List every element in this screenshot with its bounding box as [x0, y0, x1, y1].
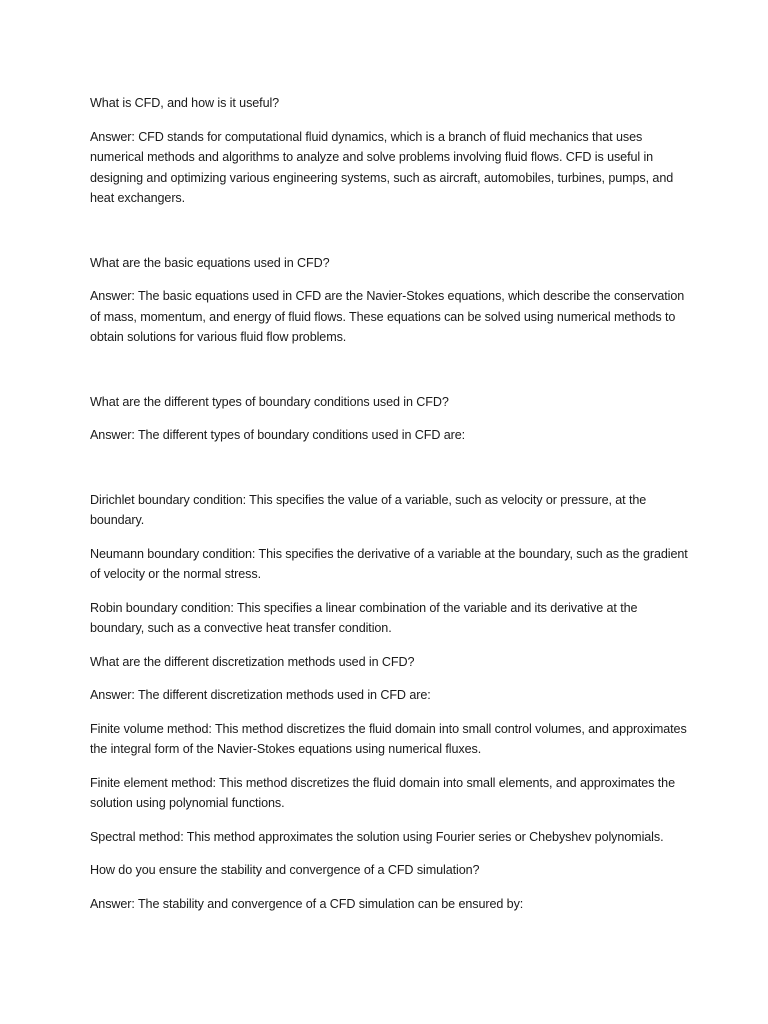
item-spectral-method: Spectral method: This method approximates the solution using Fourier series or Chebyshev polynomials.: [90, 829, 664, 844]
item-finite-volume-method: Finite volume method: This method discretizes the fluid domain into small control volumes, and approximates the integral form of the Navier-Stokes equations using numerical fluxes.: [90, 721, 687, 756]
item-robin-condition: Robin boundary condition: This specifies a linear combination of the variable and its derivative at the boundary, such as a convective heat transfer condition.: [90, 600, 638, 635]
item-neumann-condition: Neumann boundary condition: This specifies the derivative of a variable at the boundary, such as the gradient of velocity or the normal stress.: [90, 546, 688, 581]
question-basic-equations: What are the basic equations used in CFD?: [90, 255, 330, 270]
document-body: [90, 93, 690, 927]
answer-boundary-conditions-intro: Answer: The different types of boundary conditions used in CFD are:: [90, 428, 466, 442]
item-dirichlet-condition: Dirichlet boundary condition: This specifies the value of a variable, such as velocity or pressure, at the boundary.: [90, 492, 647, 527]
answer-basic-equations: Answer: The basic equations used in CFD are the Navier-Stokes equations, which describe the conservation of mass, momentum, and energy of fluid flows. These equations can be solved using numerical methods to obtain solutions for various fluid flow problems.: [90, 289, 685, 344]
question-boundary-conditions: What are the different types of boundary conditions used in CFD?: [90, 394, 449, 409]
question-stability-convergence: How do you ensure the stability and convergence of a CFD simulation?: [90, 863, 480, 877]
answer-discretization-intro: Answer: The different discretization methods used in CFD are:: [90, 688, 431, 702]
question-discretization-methods: What are the different discretization methods used in CFD?: [90, 654, 415, 669]
question-cfd-definition: What is CFD, and how is it useful?: [90, 96, 280, 110]
answer-cfd-definition: Answer: CFD stands for computational fluid dynamics, which is a branch of fluid mechanics that uses numerical methods and algorithms to analyze and solve problems involving fluid flows. CFD is useful in designing and optimizing various engineering systems, such as aircraft, automobiles, turbines, pumps, and heat exchangers.: [90, 129, 674, 205]
item-finite-element-method: Finite element method: This method discretizes the fluid domain into small elements, and approximates the solution using polynomial functions.: [90, 775, 675, 810]
answer-stability-convergence-intro: Answer: The stability and convergence of a CFD simulation can be ensured by:: [90, 896, 524, 911]
